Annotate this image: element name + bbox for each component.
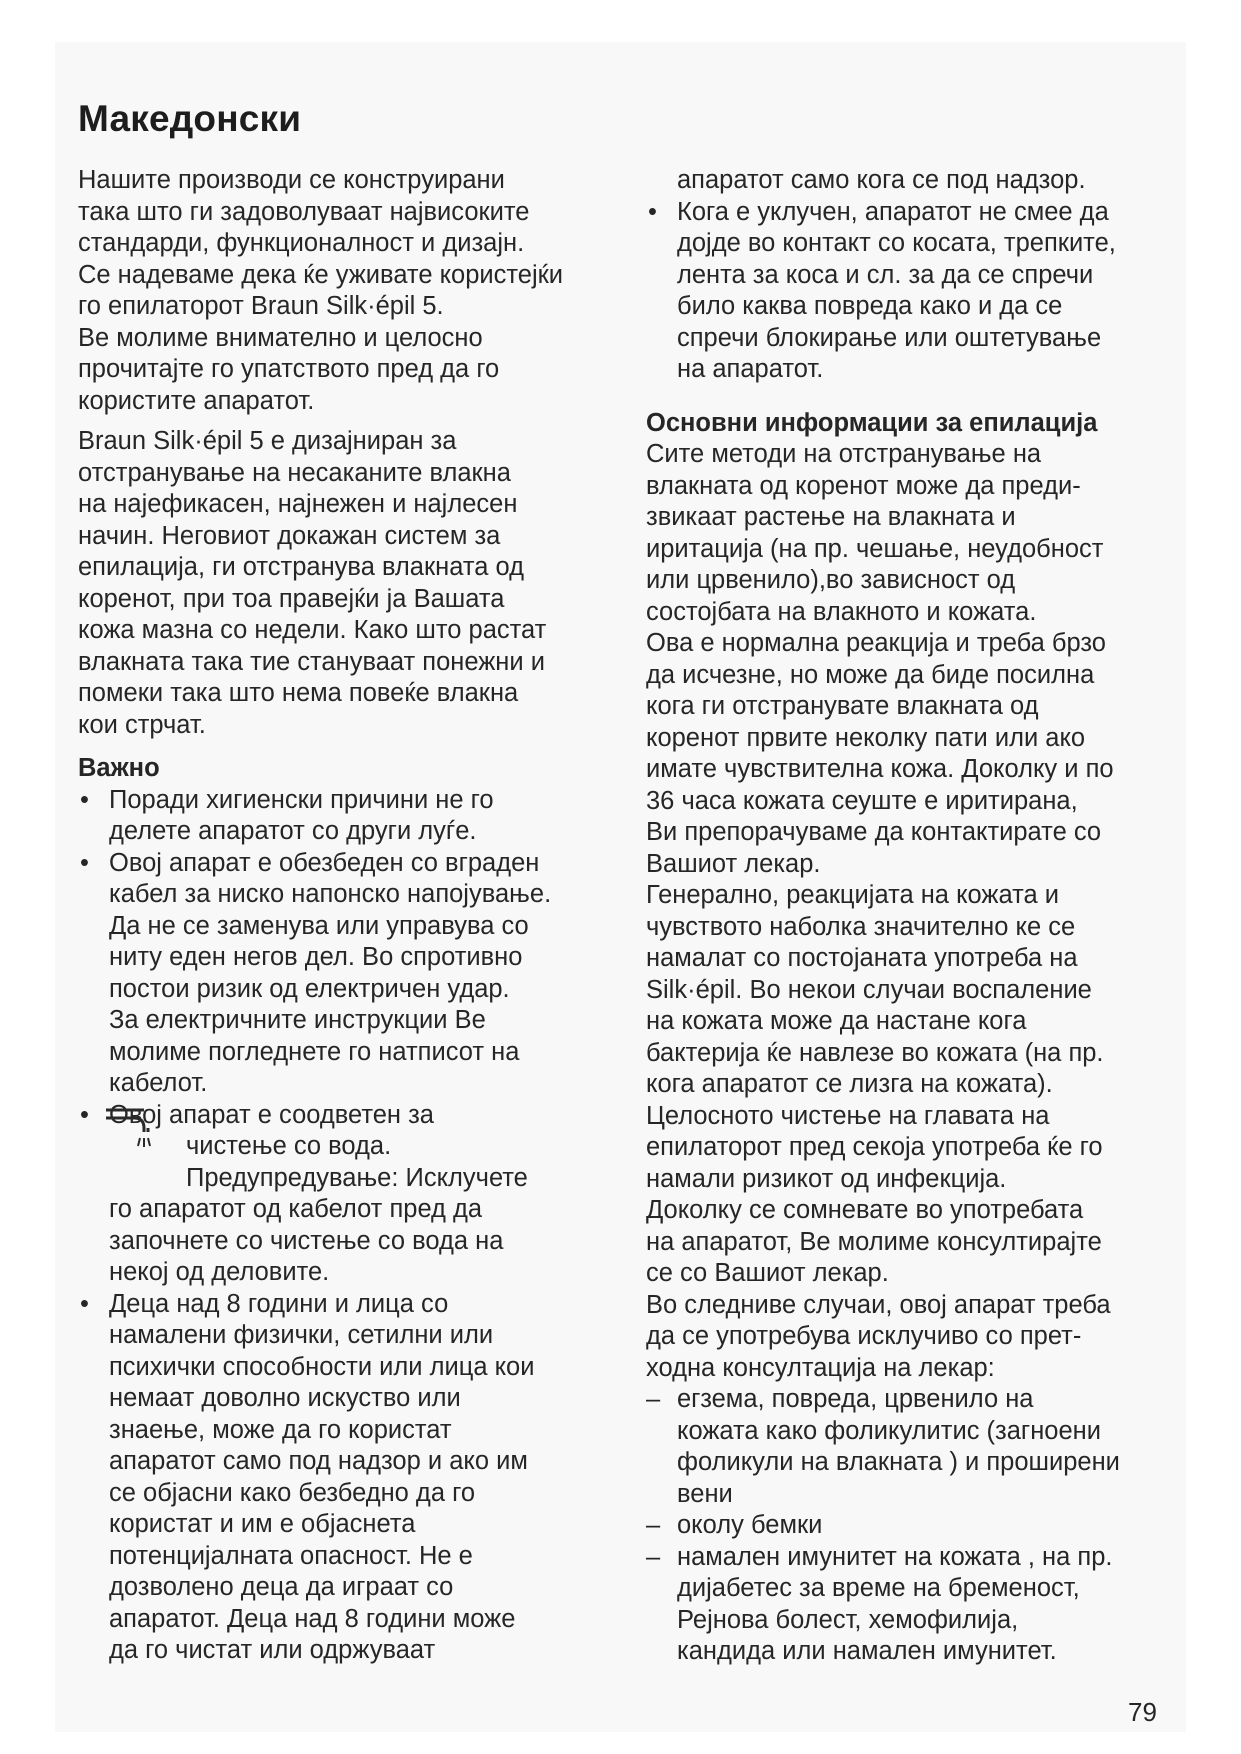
important-heading: Важно	[78, 754, 160, 782]
text-line: Сите методи на отстранување на	[646, 440, 1042, 468]
list-item	[78, 848, 618, 1100]
list-item	[646, 197, 1184, 386]
text-line: кожа мазна со недели. Како што растат	[78, 616, 547, 644]
text-line: Се надеваме дека ќе уживате користејќи	[78, 260, 564, 289]
text-line: кога ги отстранувате влакната од	[646, 692, 1039, 720]
list-item	[78, 785, 618, 848]
text-line: делете апаратот со други луѓе.	[109, 817, 477, 845]
text-line: Ова е нормална реакција и треба брзо	[646, 629, 1106, 657]
text-line: кои стрчат.	[78, 710, 206, 739]
text-line: Вашиот лекар.	[646, 849, 821, 878]
text-line: така што ги задоволуваат највисоките	[78, 197, 530, 226]
text-line: Генерално, реакцијата на кожата и	[646, 881, 1059, 909]
text-line: чистење со вода.	[186, 1132, 392, 1160]
left-column	[78, 165, 618, 1667]
page-number: 79	[1128, 1697, 1157, 1727]
bullet-mark: •	[80, 1289, 89, 1318]
dash-mark: –	[646, 1385, 661, 1413]
bullet-mark: •	[80, 1100, 89, 1129]
text-line: Во следниве случаи, овој апарат треба	[646, 1290, 1111, 1319]
text-line: звикаат растење на влакната и	[646, 503, 1016, 531]
bullet-mark: •	[80, 848, 89, 877]
text-line: чувството наболка значително ке се	[646, 912, 1076, 941]
text-line: Овој апарат е соодветен за	[109, 1100, 434, 1129]
list-item	[78, 1100, 618, 1289]
text-line: молиме погледнете го натписот на	[109, 1037, 520, 1066]
text-line: отстранување на несаканите влакна	[78, 458, 511, 487]
intro-paragraph	[78, 165, 618, 417]
text-line: коренот првите неколку пати или ако	[646, 723, 1086, 752]
text-line: апаратот само под надзор и ако им	[109, 1447, 528, 1475]
text-line: имате чувствителна кожа. Доколку и по	[646, 755, 1114, 783]
text-line: Braun Silk·épil 5 е дизајниран за	[78, 427, 457, 455]
text-line: епилација, ги отстранува влакната од	[78, 553, 525, 581]
text-line: кожата како фоликулитис (загноени	[677, 1416, 1101, 1445]
text-line: Овој апарат е обезбеден со вграден	[109, 848, 540, 877]
text-line: Кога е уклучен, апаратот не смее да	[677, 197, 1109, 226]
text-line: дозволено деца да играат со	[109, 1573, 454, 1601]
text-line: вени	[677, 1479, 733, 1508]
text-line: Да не се заменува или управува со	[109, 911, 529, 940]
text-line: го епилаторот Braun Silk·épil 5.	[78, 292, 444, 320]
basic-info-paragraph	[646, 439, 1184, 1384]
text-line: намален имунитет на кожата , на пр.	[677, 1542, 1113, 1571]
bullet-mark: •	[648, 197, 657, 226]
text-line: околу бемки	[677, 1511, 823, 1539]
text-line: Предупредување: Исклучете	[186, 1163, 528, 1192]
text-line: Ве молиме внимателно и целосно	[78, 323, 483, 352]
text-line: потенцијалната опасност. Не е	[109, 1541, 473, 1570]
text-line: немаат доволно искуство или	[109, 1384, 461, 1412]
text-line: Silk·épil. Во некои случаи воспаление	[646, 975, 1092, 1004]
text-line: иритација (на пр. чешање, неудобност	[646, 534, 1104, 563]
text-line: фоликули на влакната ) и проширени	[677, 1448, 1120, 1476]
text-line: стандарди, функционалност и дизајн.	[78, 229, 525, 257]
text-line: 36 часа кожата сеуште е иритирана,	[646, 786, 1078, 815]
list-item	[646, 1510, 1184, 1542]
continued-text-line: апаратот само кога се под надзор.	[677, 166, 1086, 194]
text-line: се објасни како безбедно да го	[109, 1478, 476, 1507]
conditions-list	[646, 1384, 1184, 1668]
text-line: кабелот.	[109, 1069, 208, 1097]
text-line: да се употребува исклучиво со прет-	[646, 1322, 1082, 1350]
important-list	[78, 785, 618, 1667]
text-line: се со Вашиот лекар.	[646, 1259, 889, 1287]
text-line: психички способности или лица кои	[109, 1352, 535, 1381]
text-line: дојде во контакт со косата, трепките,	[677, 229, 1116, 257]
text-line: користат и им е објаснета	[109, 1510, 416, 1538]
text-line: користите апаратот.	[78, 386, 315, 415]
text-line: ниту еден негов дел. Во спротивно	[109, 943, 523, 971]
basic-info-heading: Основни информации за епилација	[646, 408, 1098, 437]
text-line: на апаратот.	[677, 355, 824, 383]
list-item	[646, 1384, 1184, 1510]
dash-mark: –	[646, 1542, 661, 1571]
text-line: ходна консултација на лекар:	[646, 1353, 995, 1382]
text-line: Ви препорачуваме да контактирате со	[646, 818, 1102, 846]
text-line: го апаратот од кабелот пред да	[109, 1195, 483, 1223]
text-line: Поради хигиенски причини не го	[109, 785, 494, 814]
text-line: Рејнова болест, хемофилија,	[677, 1605, 1019, 1634]
text-line: начин. Неговиот докажан систем за	[78, 521, 501, 550]
text-line: на апаратот, Ве молиме консултирајте	[646, 1227, 1102, 1256]
text-line: влакната така тие стануваат понежни и	[78, 647, 545, 676]
text-line: или црвенило),во зависност од	[646, 566, 1016, 594]
text-line: знаење, може да го користат	[109, 1415, 452, 1444]
text-line: егзема, повреда, црвенило на	[677, 1385, 1034, 1413]
text-line: Деца над 8 години и лица со	[109, 1289, 449, 1318]
text-line: апаратот. Деца над 8 години може	[109, 1604, 516, 1633]
text-line: спречи блокирање или оштетување	[677, 323, 1102, 352]
description-paragraph	[78, 426, 618, 741]
text-line: влакната од коренот може да преди-	[646, 471, 1081, 500]
water-tap-icon	[104, 1102, 174, 1162]
bullet-mark: •	[80, 785, 89, 814]
text-line: намали ризикот од инфекција.	[646, 1164, 1007, 1193]
dash-mark: –	[646, 1511, 661, 1539]
text-line: Доколку се сомневате во употребата	[646, 1196, 1084, 1224]
text-line: намалат со постојаната употреба на	[646, 944, 1078, 972]
text-line: лента за коса и сл. за да се спречи	[677, 260, 1094, 289]
continued-list	[646, 197, 1184, 386]
text-line: Целосното чистење на главата на	[646, 1101, 1050, 1130]
list-item	[78, 1289, 618, 1667]
text-line: на најефикасен, најнежен и најлесен	[78, 490, 518, 518]
text-line: кога апаратот се лизга на кожата).	[646, 1070, 1053, 1098]
right-column	[646, 165, 1184, 1668]
text-line: помеки така што нема повеќе влакна	[78, 679, 519, 707]
text-line: коренот, при тоа правејќи ја Вашата	[78, 584, 505, 613]
text-line: намалени физички, сетилни или	[109, 1321, 494, 1349]
text-line: кандида или намален имунитет.	[677, 1637, 1057, 1665]
text-line: епилаторот пред секоја употреба ќе го	[646, 1133, 1103, 1161]
text-line: на кожата може да настане кога	[646, 1007, 1027, 1035]
text-line: било каква повреда како и да се	[677, 292, 1063, 320]
text-line: некој од деловите.	[109, 1258, 330, 1286]
text-line: да исчезне, но може да биде посилна	[646, 660, 1095, 689]
text-line: бактерија ќе навлезе во кожата (на пр.	[646, 1038, 1104, 1067]
text-line: да го чистат или одржуваат	[109, 1636, 436, 1664]
text-line: За електричните инструкции Ве	[109, 1006, 486, 1034]
page-title: Македонски	[78, 98, 302, 139]
text-line: кабел за ниско напонско напојување.	[109, 880, 552, 908]
text-line: Нашите производи се конструирани	[78, 166, 505, 194]
text-line: започнете со чистење со вода на	[109, 1226, 504, 1255]
text-line: постои ризик од електричен удар.	[109, 974, 510, 1003]
text-line: состојбата на влакното и кожата.	[646, 597, 1037, 626]
list-item	[646, 1542, 1184, 1668]
text-line: дијабетес за време на бременост,	[677, 1574, 1080, 1602]
text-line: прочитајте го упатството пред да го	[78, 355, 500, 383]
